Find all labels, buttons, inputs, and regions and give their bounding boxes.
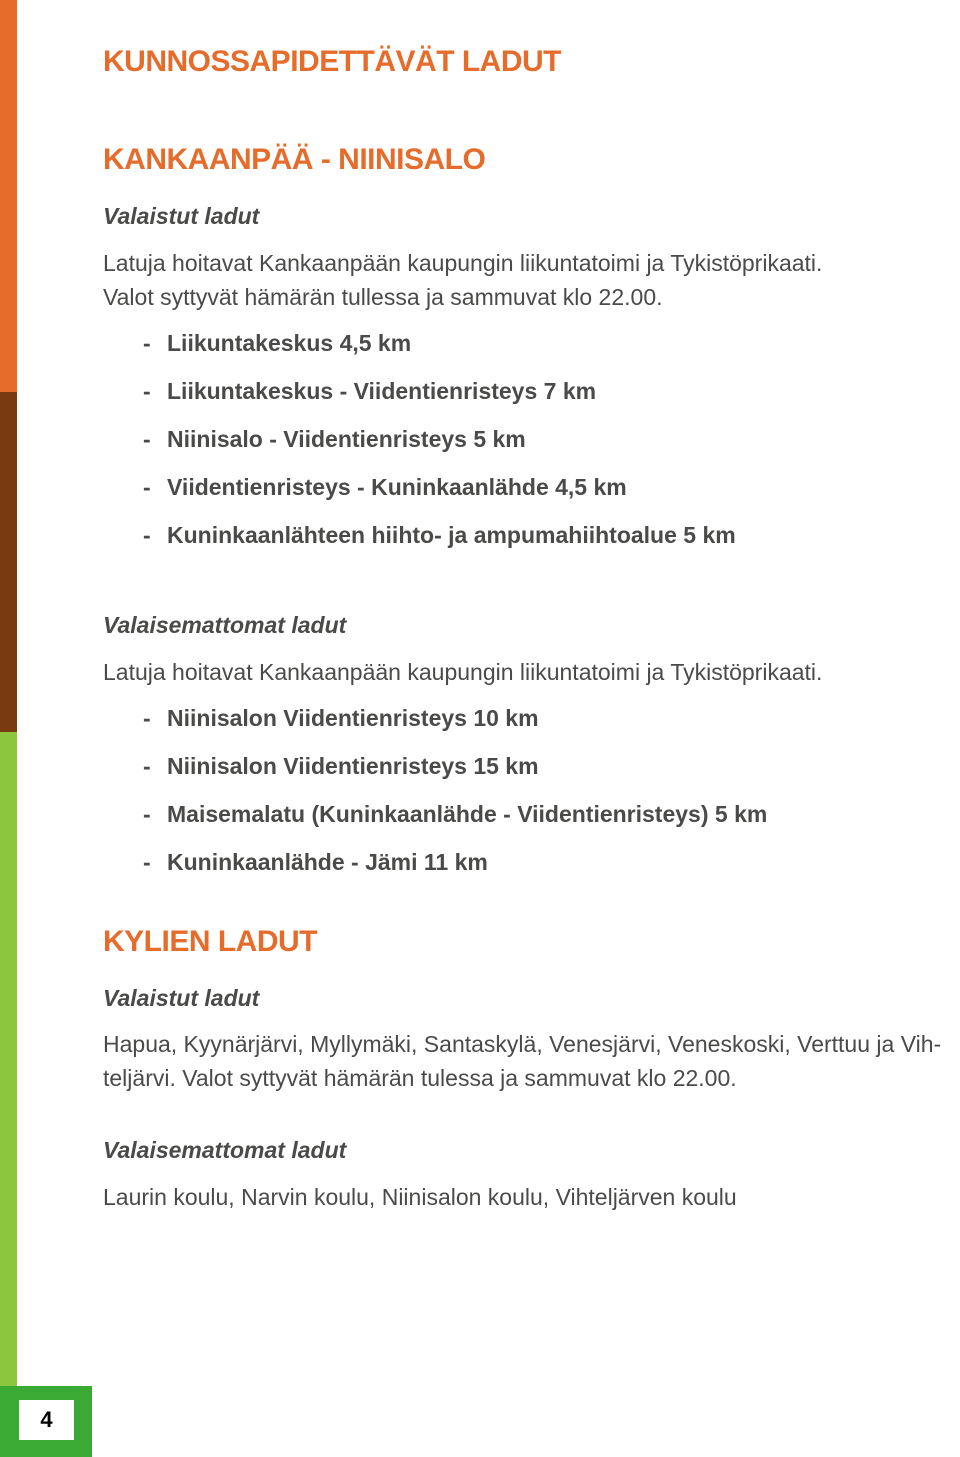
section-heading-kylat: KYLIEN LADUT [103, 925, 317, 958]
paragraph-line: Laurin koulu, Narvin koulu, Niinisalon koulu, Vihteljärven koulu [103, 1184, 737, 1210]
section-heading-kankaanpaa: KANKAANPÄÄ - NIINISALO [103, 143, 486, 176]
unlit-trails-list [143, 705, 767, 897]
subheading-unlit-kylat: Valaisemattomat ladut [103, 1137, 347, 1163]
list-item: - Niinisalon Viidentienristeys 10 km [143, 705, 539, 731]
subheading-unlit-kankaanpaa: Valaisemattomat ladut [103, 612, 347, 638]
side-stripe-green [0, 732, 17, 1457]
page-number: 4 [19, 1400, 74, 1440]
page-title: KUNNOSSAPIDETTÄVÄT LADUT [103, 45, 561, 78]
list-item: - Niinisalo - Viidentienristeys 5 km [143, 426, 526, 452]
subheading-lit-kankaanpaa: Valaistut ladut [103, 203, 260, 229]
paragraph-unlit-kankaanpaa [103, 655, 953, 689]
list-item: - Liikuntakeskus - Viidentienristeys 7 km [143, 378, 597, 404]
list-item: - Kuninkaanlähde - Jämi 11 km [143, 849, 488, 875]
paragraph-lit-kankaanpaa [103, 246, 953, 314]
paragraph-line: Latuja hoitavat Kankaanpään kaupungin liikuntatoimi ja Tykistöprikaati. [103, 250, 823, 276]
paragraph-line: Hapua, Kyynärjärvi, Myllymäki, Santaskylä, Venesjärvi, Veneskoski, Verttuu ja Vih- [103, 1031, 942, 1057]
paragraph-unlit-kylat [103, 1180, 953, 1214]
paragraph-line: teljärvi. Valot syttyvät hämärän tulessa ja sammuvat klo 22.00. [103, 1065, 737, 1091]
page-number-box [0, 1386, 92, 1457]
list-item: - Niinisalon Viidentienristeys 15 km [143, 753, 539, 779]
side-stripe-brown [0, 392, 17, 732]
side-stripe-orange [0, 0, 17, 392]
list-item: - Viidentienristeys - Kuninkaanlähde 4,5 km [143, 474, 627, 500]
subheading-lit-kylat: Valaistut ladut [103, 985, 260, 1011]
list-item: - Kuninkaanlähteen hiihto- ja ampumahiihtoalue 5 km [143, 522, 736, 548]
paragraph-line: Latuja hoitavat Kankaanpään kaupungin liikuntatoimi ja Tykistöprikaati. [103, 659, 823, 685]
list-item: - Liikuntakeskus 4,5 km [143, 330, 412, 356]
paragraph-lit-kylat [103, 1027, 953, 1095]
lit-trails-list [143, 330, 736, 570]
list-item: - Maisemalatu (Kuninkaanlähde - Viidentienristeys) 5 km [143, 801, 768, 827]
paragraph-line: Valot syttyvät hämärän tullessa ja sammuvat klo 22.00. [103, 284, 663, 310]
